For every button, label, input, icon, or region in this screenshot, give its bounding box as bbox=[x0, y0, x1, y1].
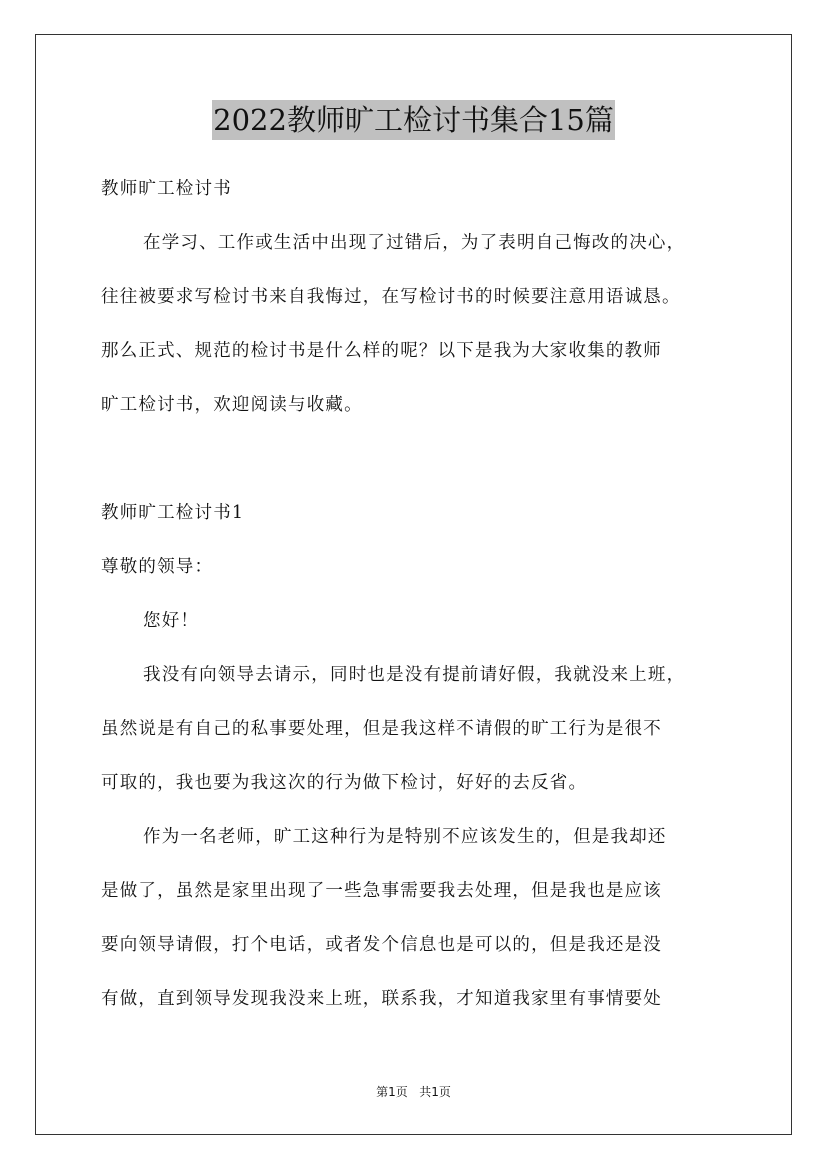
body-line: 要向领导请假，打个电话，或者发个信息也是可以的，但是我还是没 bbox=[101, 935, 662, 955]
title-container bbox=[0, 100, 827, 140]
body-line: 我没有向领导去请示，同时也是没有提前请好假，我就没来上班， bbox=[143, 665, 686, 685]
document-title: 2022教师旷工检讨书集合15篇 bbox=[212, 100, 615, 140]
body-line: 可取的，我也要为我这次的行为做下检讨，好好的去反省。 bbox=[101, 773, 588, 793]
page-number: 第1页 bbox=[376, 1085, 408, 1099]
letter-heading: 教师旷工检讨书1 bbox=[101, 503, 245, 523]
body-line: 有做，直到领导发现我没来上班，联系我，才知道我家里有事情要处 bbox=[101, 989, 662, 1009]
intro-line: 在学习、工作或生活中出现了过错后，为了表明自己悔改的决心， bbox=[143, 233, 686, 253]
intro-line: 那么正式、规范的检讨书是什么样的呢？以下是我为大家收集的教师 bbox=[101, 341, 662, 361]
intro-line: 往往被要求写检讨书来自我悔过，在写检讨书的时候要注意用语诚恳。 bbox=[101, 287, 681, 307]
body-line: 虽然说是有自己的私事要处理，但是我这样不请假的旷工行为是很不 bbox=[101, 719, 662, 739]
body-line: 是做了，虽然是家里出现了一些急事需要我去处理，但是我也是应该 bbox=[101, 881, 662, 901]
body-line: 作为一名老师，旷工这种行为是特别不应该发生的，但是我却还 bbox=[143, 827, 667, 847]
salutation: 尊敬的领导： bbox=[101, 557, 214, 577]
blank-line bbox=[101, 432, 731, 486]
section-heading: 教师旷工检讨书 bbox=[101, 179, 232, 199]
page-total: 共1页 bbox=[419, 1085, 451, 1099]
greeting: 您好！ bbox=[143, 611, 200, 631]
page-footer bbox=[0, 1082, 827, 1102]
document-body bbox=[101, 162, 731, 1026]
intro-line: 旷工检讨书，欢迎阅读与收藏。 bbox=[101, 395, 363, 415]
